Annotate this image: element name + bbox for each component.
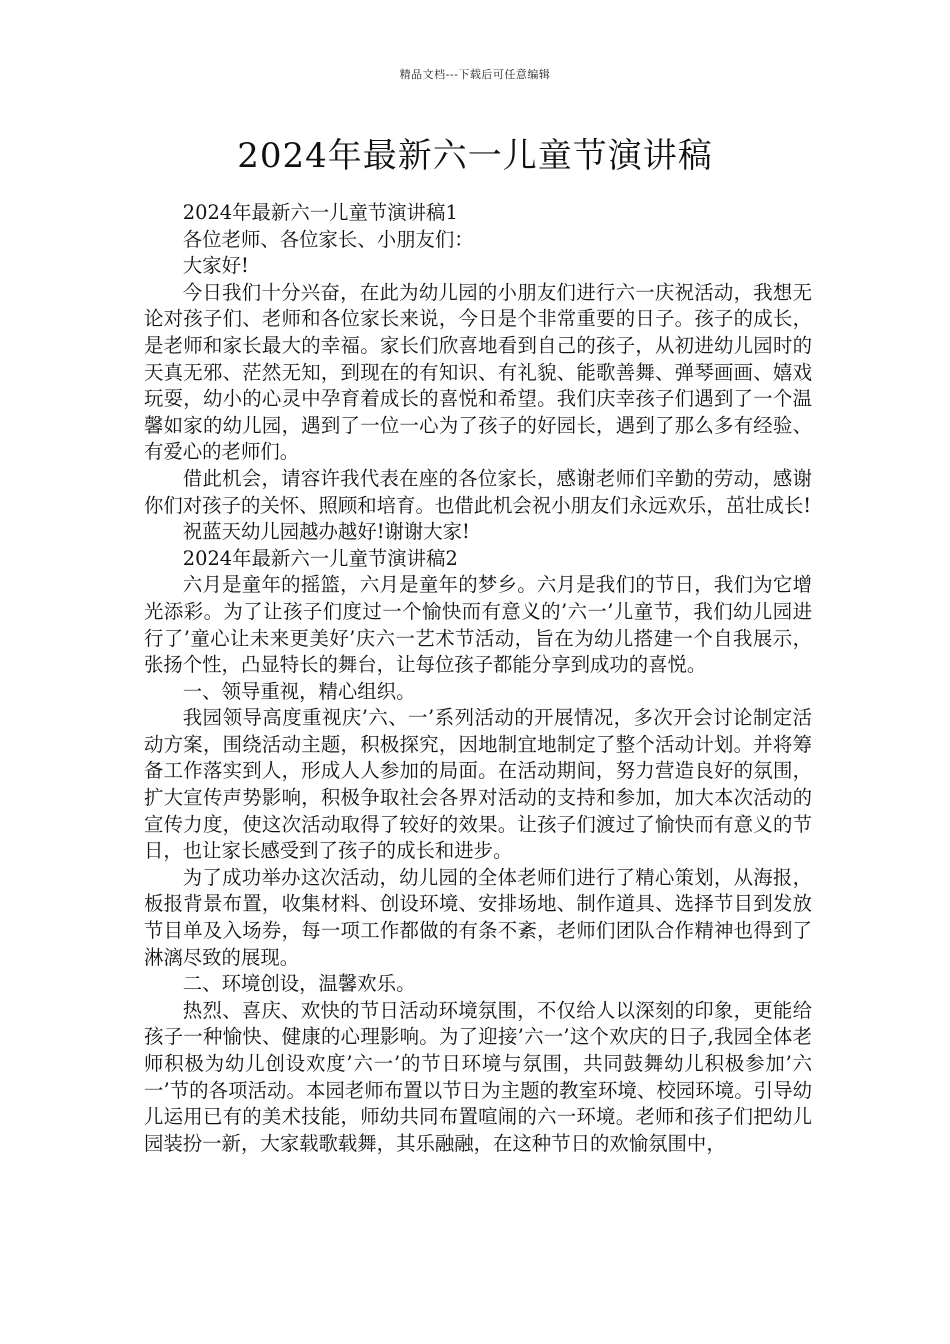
paragraph: 为了成功举办这次活动，幼儿园的全体老师们进行了精心策划，从海报，板报背景布置，收集材料、创设环境、安排场地、制作道具、选择节目到发放节目单及入场券，每一项工作都做的有条不紊，老师们团队合作精神也得到了淋漓尽致的展现。 (144, 865, 812, 969)
paragraph: 我园领导高度重视庆’六、一’系列活动的开展情况，多次开会讨论制定活动方案，围绕活动主题，积极探究，因地制宜地制定了整个活动计划。并将筹备工作落实到人，形成人人参加的局面。在活动期间，努力营造良好的氛围，扩大宣传声势影响，积极争取社会各界对活动的支持和参加，加大本次活动的宣传力度，使这次活动取得了较好的效果。让孩子们渡过了愉快而有意义的节日，也让家长感受到了孩子的成长和进步。 (144, 706, 812, 863)
section-heading: 一、领导重视，精心组织。 (182, 679, 416, 703)
header-note: 精品文档---下载后可任意编辑 (399, 68, 551, 81)
paragraph-speech1-heading: 2024年最新六一儿童节演讲稿1 (182, 201, 458, 224)
paragraph-closing: 祝蓝天幼儿园越办越好!谢谢大家! (182, 520, 470, 544)
paragraph: 热烈、喜庆、欢快的节日活动环境氛围，不仅给人以深刻的印象，更能给孩子一种愉快、健康的心理影响。为了迎接’六一’这个欢庆的日子,我园全体老师积极为幼儿创设欢度’六一’的节日环境与氛围，共同鼓舞幼儿积极参加’六一’节的各项活动。本园老师布置以节日为主题的教室环境、校园环境。引导幼儿运用已有的美术技能，师幼共同布置喧闹的六一环境。老师和孩子们把幼儿园装扮一新，大家载歌载舞，其乐融融，在这种节日的欢愉氛围中， (144, 998, 812, 1155)
paragraph: 借此机会，请容许我代表在座的各位家长，感谢老师们辛勤的劳动，感谢你们对孩子的关怀、照顾和培育。也借此机会祝小朋友们永远欢乐，茁壮成长! (144, 466, 812, 517)
paragraph-speech2-heading: 2024年最新六一儿童节演讲稿2 (182, 546, 458, 570)
document-body (144, 200, 812, 1157)
document-title: 2024年最新六一儿童节演讲稿 (237, 136, 713, 176)
section-heading: 二、环境创设，温馨欢乐。 (182, 972, 416, 996)
paragraph-salutation: 各位老师、各位家长、小朋友们： (182, 227, 474, 251)
paragraph-greeting: 大家好! (182, 254, 249, 278)
paragraph: 六月是童年的摇篮，六月是童年的梦乡。六月是我们的节日，我们为它增光添彩。为了让孩子们度过一个愉快而有意义的’六一’儿童节，我们幼儿园进行了’童心让未来更美好’庆六一艺术节活动，旨在为幼儿搭建一个自我展示，张扬个性，凸显特长的舞台，让每位孩子都能分享到成功的喜悦。 (144, 573, 812, 677)
paragraph: 今日我们十分兴奋，在此为幼儿园的小朋友们进行六一庆祝活动，我想无论对孩子们、老师和各位家长来说，今日是个非常重要的日子。孩子的成长，是老师和家长最大的幸福。家长们欣喜地看到自己的孩子，从初进幼儿园时的天真无邪、茫然无知，到现在的有知识、有礼貌、能歌善舞、弹琴画画、嬉戏玩耍，幼小的心灵中孕育着成长的喜悦和希望。我们庆幸孩子们遇到了一个温馨如家的幼儿园，遇到了一位一心为了孩子的好园长，遇到了那么多有经验、有爱心的老师们。 (144, 280, 812, 464)
